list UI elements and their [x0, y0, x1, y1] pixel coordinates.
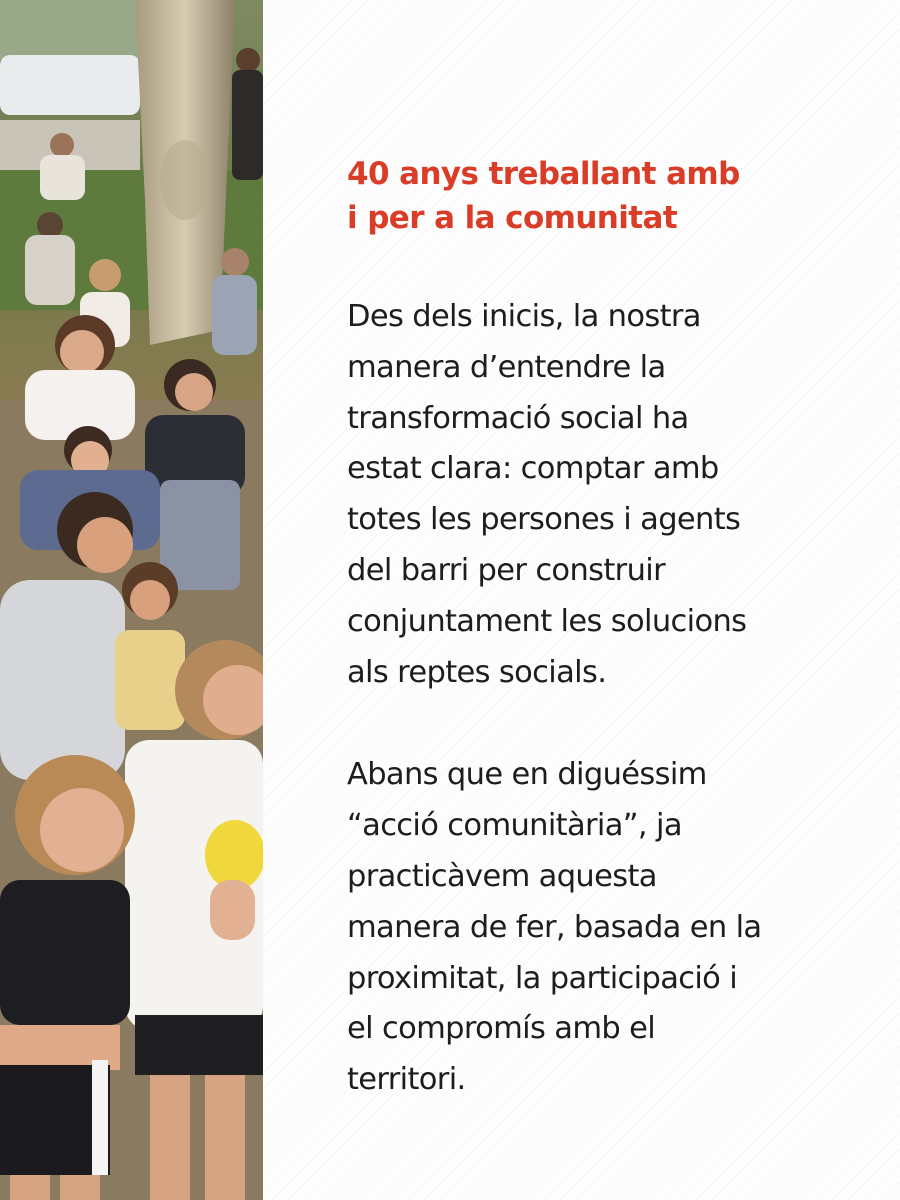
heading-line: i per a la comunitat: [347, 200, 678, 236]
person-head: [89, 259, 121, 291]
heading-line: 40 anys treballant amb: [347, 156, 740, 192]
paragraph-line: totes les persones i agents: [347, 502, 741, 538]
paragraph-line: manera d’entendre la: [347, 349, 666, 385]
person-head: [236, 48, 260, 72]
paragraph-line: practicàvem aquesta: [347, 858, 657, 894]
person-body: [40, 155, 85, 200]
child-face: [77, 517, 133, 573]
paragraph-line: el compromís amb el: [347, 1011, 656, 1047]
child-leg: [10, 1175, 50, 1200]
text-content: [347, 152, 847, 1106]
paragraph-line: Des dels inicis, la nostra: [347, 299, 701, 334]
person-head: [221, 248, 249, 276]
paragraph-line: estat clara: comptar amb: [347, 451, 719, 487]
paragraph-line: “acció comunitària”, ja: [347, 808, 682, 844]
text-panel: [263, 0, 900, 1200]
child-shorts: [135, 1015, 263, 1075]
child-face: [130, 580, 170, 620]
paragraph-line: conjuntament les solucions: [347, 603, 747, 639]
paragraph-line: del barri per construir: [347, 552, 665, 588]
parked-car: [0, 55, 140, 115]
paragraph-line: manera de fer, basada en la: [347, 909, 762, 945]
child-face: [175, 373, 213, 411]
paragraph-community-action: [347, 750, 847, 1106]
shorts-stripe: [92, 1060, 108, 1175]
cartoon-print: [205, 820, 263, 890]
child-face: [60, 330, 104, 374]
sky-area: [0, 0, 140, 60]
paragraph-origins: [347, 292, 847, 698]
person-body: [212, 275, 257, 355]
bark-pattern: [160, 140, 210, 220]
child-leg: [60, 1175, 100, 1200]
child-top: [0, 880, 130, 1025]
child-shirt: [0, 580, 125, 780]
paragraph-line: transformació social ha: [347, 400, 689, 436]
person-head: [50, 133, 74, 157]
person-head: [37, 212, 63, 238]
person-body: [25, 235, 75, 305]
child-leg: [150, 1075, 190, 1200]
paragraph-line: Abans que en diguéssim: [347, 757, 707, 793]
photo-illustration: [0, 0, 263, 1200]
heading: [347, 152, 847, 240]
child-leg: [205, 1075, 245, 1200]
paragraph-line: territori.: [347, 1062, 466, 1098]
child-shirt: [115, 630, 185, 730]
person-body: [232, 70, 263, 180]
paragraph-line: proximitat, la participació i: [347, 960, 738, 996]
paragraph-line: als reptes socials.: [347, 654, 607, 690]
child-arm: [210, 880, 255, 940]
community-festival-photo: [0, 0, 263, 1200]
child-face: [40, 788, 124, 872]
